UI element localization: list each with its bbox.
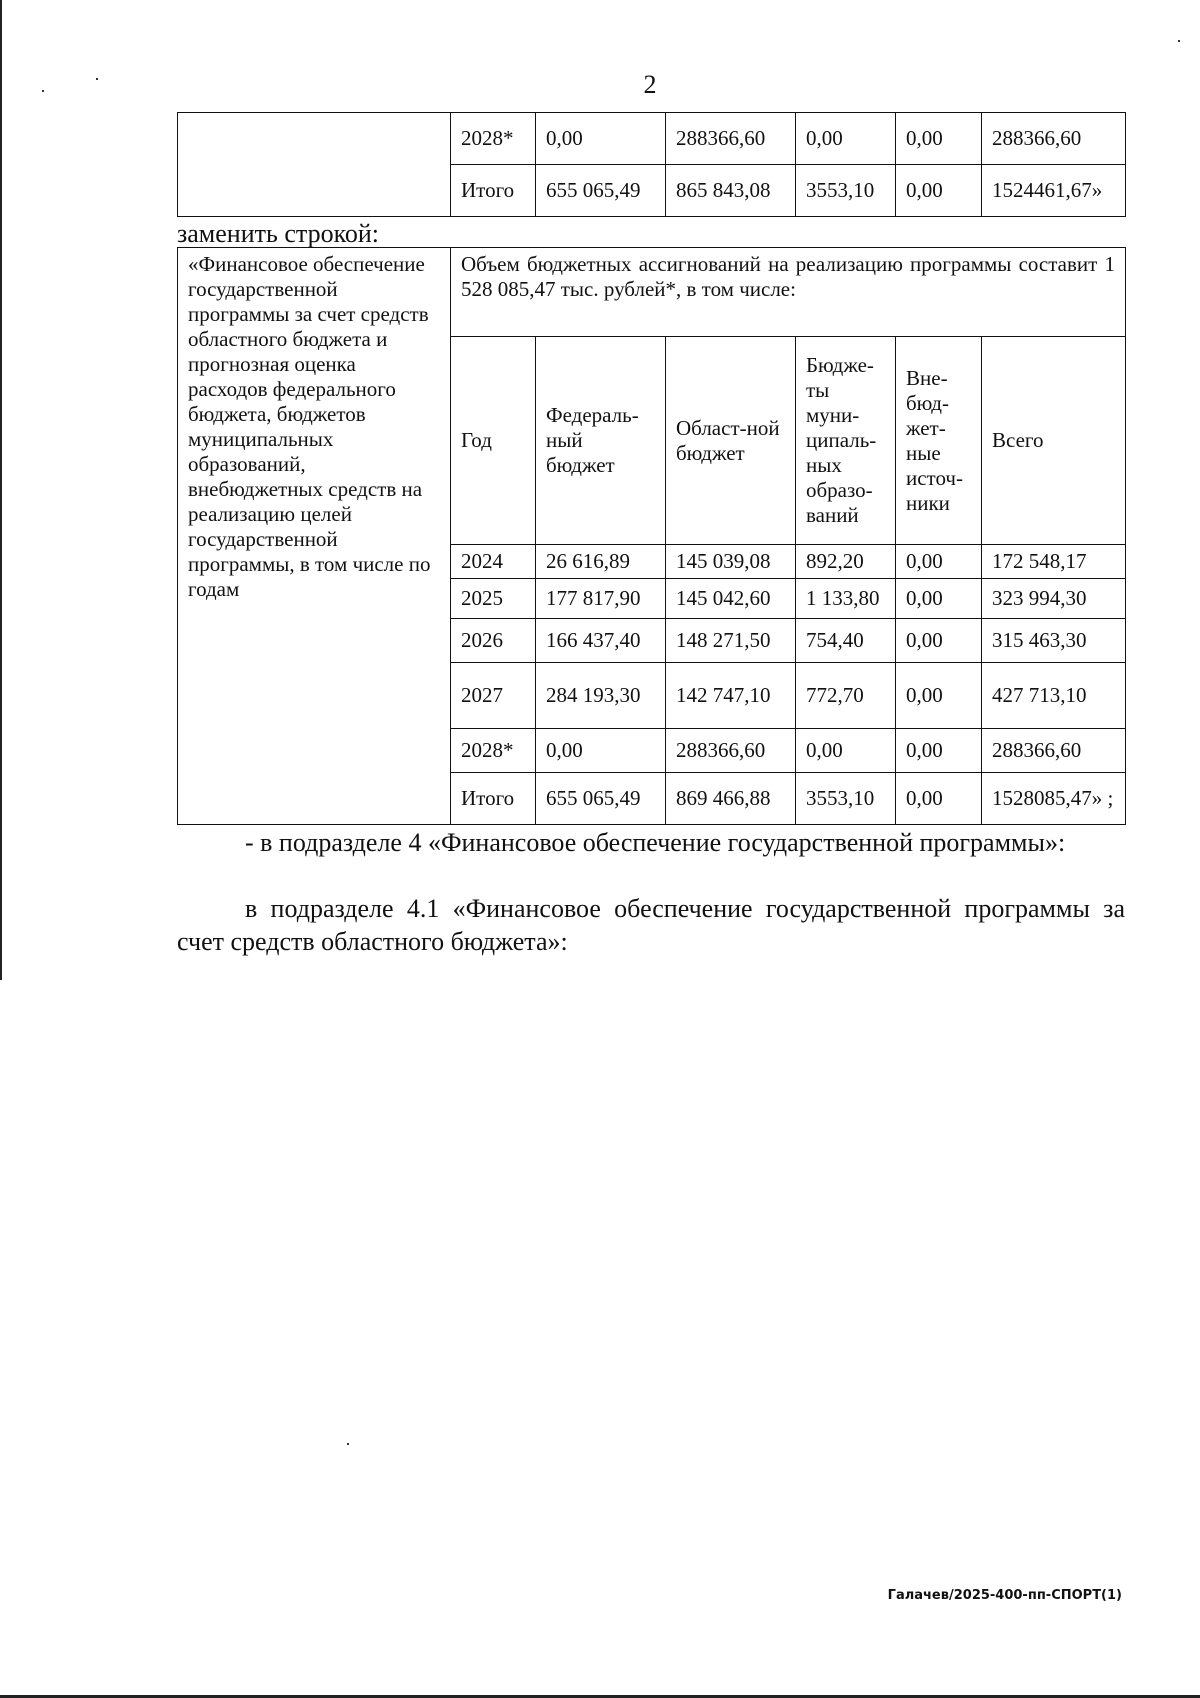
regional-cell: 288366,60 bbox=[666, 729, 796, 773]
regional-cell: 288366,60 bbox=[666, 113, 796, 165]
extrabudget-cell: 0,00 bbox=[896, 545, 982, 579]
federal-cell: 655 065,49 bbox=[536, 773, 666, 825]
regional-cell: 145 042,60 bbox=[666, 579, 796, 619]
municipal-cell: 754,40 bbox=[796, 619, 896, 663]
municipal-cell: 1 133,80 bbox=[796, 579, 896, 619]
total-cell: 315 463,30 bbox=[982, 619, 1126, 663]
regional-cell: 142 747,10 bbox=[666, 663, 796, 729]
paragraph-subsection-4-1: в подразделе 4.1 «Финансовое обеспечение государственной программы за счет средств областного бюджета»: bbox=[177, 894, 1125, 956]
regional-cell: 148 271,50 bbox=[666, 619, 796, 663]
extrabudget-cell: 0,00 bbox=[896, 165, 982, 217]
extrabudget-cell: 0,00 bbox=[896, 663, 982, 729]
financing-table bbox=[177, 247, 1126, 825]
total-cell: 1528085,47» ; bbox=[982, 773, 1126, 825]
extrabudget-cell: 0,00 bbox=[896, 579, 982, 619]
year-cell: Итого bbox=[451, 165, 536, 217]
intro-row bbox=[178, 248, 1126, 337]
total-cell: 323 994,30 bbox=[982, 579, 1126, 619]
year-cell: 2028* bbox=[451, 113, 536, 165]
federal-cell: 26 616,89 bbox=[536, 545, 666, 579]
total-cell: 427 713,10 bbox=[982, 663, 1126, 729]
year-cell: 2024 bbox=[451, 545, 536, 579]
federal-cell: 0,00 bbox=[536, 113, 666, 165]
regional-cell: 145 039,08 bbox=[666, 545, 796, 579]
regional-cell: 869 466,88 bbox=[666, 773, 796, 825]
header-total: Всего bbox=[982, 337, 1126, 545]
regional-cell: 865 843,08 bbox=[666, 165, 796, 217]
municipal-cell: 0,00 bbox=[796, 729, 896, 773]
scan-speck bbox=[1178, 40, 1180, 42]
municipal-cell: 3553,10 bbox=[796, 165, 896, 217]
year-cell: 2026 bbox=[451, 619, 536, 663]
program-description: «Финансовое обеспечение государственной программы за счет средств областного бюджета и прогнозная оценка расходов федерального бюджета, бюджетов муниципальных образований, внебюджетных средств на реализацию целей государственной программы, в том числе по годам bbox=[178, 248, 451, 825]
federal-cell: 655 065,49 bbox=[536, 165, 666, 217]
year-cell: 2028* bbox=[451, 729, 536, 773]
extrabudget-cell: 0,00 bbox=[896, 619, 982, 663]
header-regional: Област-ной бюджет bbox=[666, 337, 796, 545]
municipal-cell: 0,00 bbox=[796, 113, 896, 165]
page-number: 2 bbox=[643, 70, 657, 99]
federal-cell: 177 817,90 bbox=[536, 579, 666, 619]
scan-speck bbox=[347, 1443, 349, 1445]
municipal-cell: 892,20 bbox=[796, 545, 896, 579]
year-cell: 2025 bbox=[451, 579, 536, 619]
replace-heading: заменить строкой: bbox=[177, 219, 380, 248]
table-row bbox=[178, 113, 1126, 165]
header-extrabudget: Вне-бюд-жет-ные источ-ники bbox=[896, 337, 982, 545]
municipal-cell: 772,70 bbox=[796, 663, 896, 729]
header-federal: Федераль-ный бюджет bbox=[536, 337, 666, 545]
total-cell: 1524461,67» bbox=[982, 165, 1126, 217]
budget-intro: Объем бюджетных ассигнований на реализацию программы составит 1 528 085,47 тыс. рублей*, в том числе: bbox=[451, 248, 1126, 337]
empty-description-cell bbox=[178, 113, 451, 217]
extrabudget-cell: 0,00 bbox=[896, 729, 982, 773]
document-code: Галачев/2025-400-пп-СПОРТ(1) bbox=[887, 1588, 1122, 1603]
previous-table-fragment bbox=[177, 112, 1126, 217]
municipal-cell: 3553,10 bbox=[796, 773, 896, 825]
extrabudget-cell: 0,00 bbox=[896, 773, 982, 825]
extrabudget-cell: 0,00 bbox=[896, 113, 982, 165]
total-cell: 172 548,17 bbox=[982, 545, 1126, 579]
paragraph-subsection-4: - в подразделе 4 «Финансовое обеспечение государственной программы»: bbox=[245, 828, 1066, 857]
header-municipal: Бюдже-ты муни-ципаль-ных образо-ваний bbox=[796, 337, 896, 545]
federal-cell: 166 437,40 bbox=[536, 619, 666, 663]
total-cell: 288366,60 bbox=[982, 729, 1126, 773]
total-cell: 288366,60 bbox=[982, 113, 1126, 165]
header-year: Год bbox=[451, 337, 536, 545]
year-cell: 2027 bbox=[451, 663, 536, 729]
year-cell: Итого bbox=[451, 773, 536, 825]
federal-cell: 0,00 bbox=[536, 729, 666, 773]
page-edge-left bbox=[0, 0, 2, 980]
federal-cell: 284 193,30 bbox=[536, 663, 666, 729]
